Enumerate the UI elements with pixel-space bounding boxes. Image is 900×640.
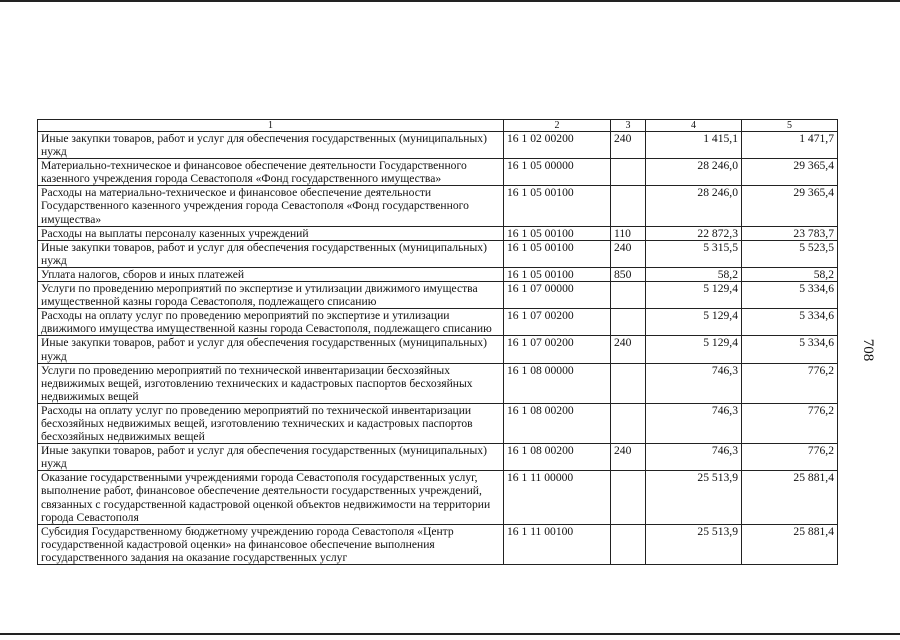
row-code: 16 1 08 00200	[504, 444, 611, 471]
row-value-col5: 5 523,5	[742, 240, 838, 267]
table-row	[38, 267, 838, 281]
row-code: 16 1 07 00200	[504, 336, 611, 363]
row-kvr: 240	[611, 336, 646, 363]
page-number: 708	[860, 338, 876, 362]
row-value-col4: 746,3	[646, 444, 742, 471]
row-name: Материально-техническое и финансовое обеспечение деятельности Государственного казенного учреждения города Севастополя «Фонд государственного имущества»	[38, 159, 504, 186]
row-code: 16 1 02 00200	[504, 132, 611, 159]
row-code: 16 1 08 00000	[504, 363, 611, 403]
row-value-col4: 746,3	[646, 403, 742, 443]
row-name: Расходы на материально-техническое и финансовое обеспечение деятельности Государственного казенного учреждения города Севастополя «Фонд государственного имущества»	[38, 186, 504, 226]
row-name: Оказание государственными учреждениями города Севастополя государственных услуг, выполнение работ, финансовое обеспечение деятельности государственных учреждений, связанных с государственной кадастровой оценкой объектов недвижимости на территории города Севастополя	[38, 471, 504, 524]
row-code: 16 1 11 00100	[504, 524, 611, 564]
row-kvr: 110	[611, 226, 646, 240]
table-row	[38, 159, 838, 186]
row-value-col5: 776,2	[742, 403, 838, 443]
row-name: Расходы на выплаты персоналу казенных учреждений	[38, 226, 504, 240]
header-col-2: 2	[504, 120, 611, 132]
row-code: 16 1 05 00100	[504, 186, 611, 226]
table-row	[38, 132, 838, 159]
row-kvr: 240	[611, 132, 646, 159]
row-name: Иные закупки товаров, работ и услуг для обеспечения государственных (муниципальных) нужд	[38, 336, 504, 363]
row-name: Уплата налогов, сборов и иных платежей	[38, 267, 504, 281]
row-kvr	[611, 471, 646, 524]
header-col-3: 3	[611, 120, 646, 132]
row-kvr: 240	[611, 444, 646, 471]
row-code: 16 1 11 00000	[504, 471, 611, 524]
table-row	[38, 403, 838, 443]
table-row	[38, 363, 838, 403]
row-kvr: 240	[611, 240, 646, 267]
row-kvr: 850	[611, 267, 646, 281]
row-value-col4: 58,2	[646, 267, 742, 281]
table-header-row	[38, 120, 838, 132]
row-code: 16 1 07 00200	[504, 309, 611, 336]
row-value-col5: 776,2	[742, 444, 838, 471]
budget-table	[37, 119, 838, 565]
table-row	[38, 336, 838, 363]
row-name: Субсидия Государственному бюджетному учреждению города Севастополя «Центр государственной кадастровой оценки» на финансовое обеспечение выполнения государственного задания на оказание государственных услуг	[38, 524, 504, 564]
row-name: Услуги по проведению мероприятий по экспертизе и утилизации движимого имущества имущественной казны города Севастополя, подлежащего списанию	[38, 282, 504, 309]
row-kvr	[611, 282, 646, 309]
row-kvr	[611, 403, 646, 443]
header-col-1: 1	[38, 120, 504, 132]
row-value-col4: 746,3	[646, 363, 742, 403]
table-row	[38, 282, 838, 309]
row-value-col5: 5 334,6	[742, 309, 838, 336]
row-code: 16 1 05 00100	[504, 226, 611, 240]
row-value-col5: 58,2	[742, 267, 838, 281]
table-row	[38, 309, 838, 336]
row-value-col4: 5 315,5	[646, 240, 742, 267]
row-value-col4: 25 513,9	[646, 524, 742, 564]
row-value-col4: 5 129,4	[646, 282, 742, 309]
table-row	[38, 524, 838, 564]
header-col-4: 4	[646, 120, 742, 132]
table-row	[38, 186, 838, 226]
row-kvr	[611, 159, 646, 186]
row-value-col5: 776,2	[742, 363, 838, 403]
row-code: 16 1 07 00000	[504, 282, 611, 309]
row-value-col5: 23 783,7	[742, 226, 838, 240]
row-name: Расходы на оплату услуг по проведению мероприятий по технической инвентаризации бесхозяйных недвижимых вещей, изготовлению технических и кадастровых паспортов бесхозяйных недвижимых вещей	[38, 403, 504, 443]
row-code: 16 1 05 00100	[504, 240, 611, 267]
row-value-col5: 29 365,4	[742, 186, 838, 226]
row-value-col5: 29 365,4	[742, 159, 838, 186]
table-row	[38, 444, 838, 471]
row-value-col4: 28 246,0	[646, 186, 742, 226]
row-value-col4: 25 513,9	[646, 471, 742, 524]
row-value-col5: 25 881,4	[742, 471, 838, 524]
row-value-col5: 1 471,7	[742, 132, 838, 159]
row-code: 16 1 05 00000	[504, 159, 611, 186]
header-col-5: 5	[742, 120, 838, 132]
row-name: Расходы на оплату услуг по проведению мероприятий по экспертизе и утилизации движимого имущества имущественной казны города Севастополя, подлежащего списанию	[38, 309, 504, 336]
row-value-col4: 5 129,4	[646, 336, 742, 363]
row-kvr	[611, 524, 646, 564]
row-value-col4: 28 246,0	[646, 159, 742, 186]
row-code: 16 1 08 00200	[504, 403, 611, 443]
bottom-border-line	[0, 633, 900, 635]
row-name: Иные закупки товаров, работ и услуг для обеспечения государственных (муниципальных) нужд	[38, 132, 504, 159]
row-kvr	[611, 309, 646, 336]
row-name: Иные закупки товаров, работ и услуг для обеспечения государственных (муниципальных) нужд	[38, 240, 504, 267]
row-kvr	[611, 363, 646, 403]
row-name: Иные закупки товаров, работ и услуг для обеспечения государственных (муниципальных) нужд	[38, 444, 504, 471]
row-code: 16 1 05 00100	[504, 267, 611, 281]
top-border-line	[0, 0, 900, 2]
row-value-col5: 5 334,6	[742, 282, 838, 309]
row-value-col5: 5 334,6	[742, 336, 838, 363]
row-value-col5: 25 881,4	[742, 524, 838, 564]
row-value-col4: 22 872,3	[646, 226, 742, 240]
row-value-col4: 5 129,4	[646, 309, 742, 336]
row-name: Услуги по проведению мероприятий по технической инвентаризации бесхозяйных недвижимых вещей, изготовлению технических и кадастровых паспортов бесхозяйных недвижимых вещей	[38, 363, 504, 403]
table-row	[38, 240, 838, 267]
row-value-col4: 1 415,1	[646, 132, 742, 159]
table-row	[38, 226, 838, 240]
row-kvr	[611, 186, 646, 226]
table-row	[38, 471, 838, 524]
